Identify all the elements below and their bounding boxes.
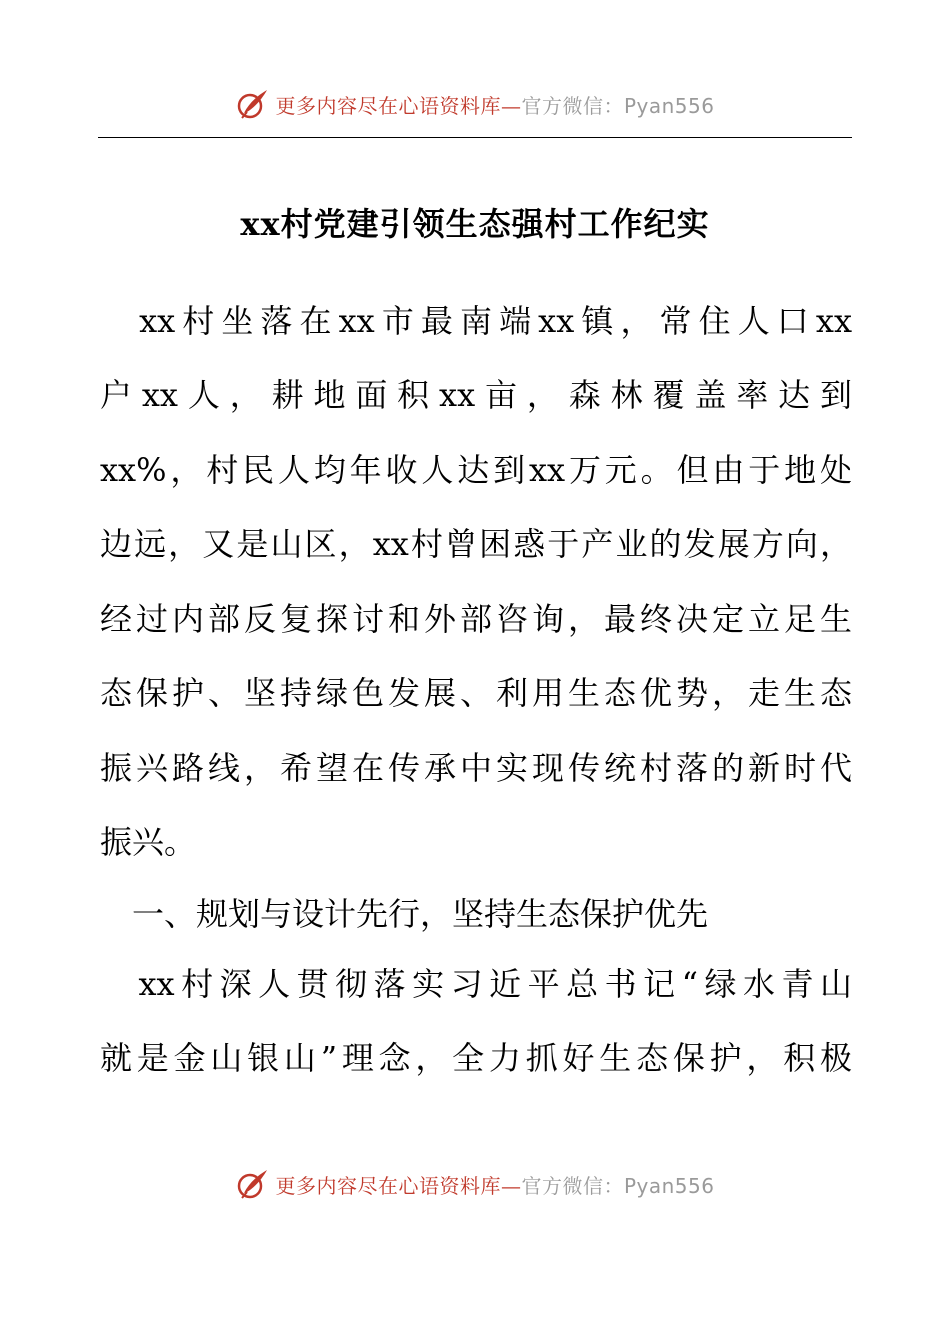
paragraph-line: 户xx人，耕地面积xx亩，森林覆盖率达到 xyxy=(100,376,852,414)
feather-pen-logo-icon xyxy=(235,87,269,121)
footer-banner xyxy=(0,1164,950,1204)
header-divider xyxy=(98,137,852,138)
paragraph-line: xx村深人贯彻落实习近平总书记“绿水青山 xyxy=(100,965,852,1003)
document-title: xx村党建引领生态强村工作纪实 xyxy=(240,205,710,243)
paragraph-line: 振兴路线，希望在传承中实现传统村落的新时代 xyxy=(100,749,852,787)
paragraph-line: 经过内部反复探讨和外部咨询，最终决定立足生 xyxy=(100,600,852,638)
header-banner xyxy=(0,84,950,124)
paragraph-line: 振兴。 xyxy=(100,823,197,861)
header-banner-contact: 官方微信：Pyan556 xyxy=(521,93,715,118)
header-banner-text: 更多内容尽在心语资料库— xyxy=(275,93,522,118)
footer-banner-text: 更多内容尽在心语资料库— xyxy=(275,1173,522,1198)
paragraph-line: 边远，又是山区，xx村曾困惑于产业的发展方向， xyxy=(100,525,852,563)
paragraph-line: xx村坐落在xx市最南端xx镇，常住人口xx xyxy=(100,302,852,340)
paragraph-line: 态保护、坚持绿色发展、利用生态优势，走生态 xyxy=(100,674,852,712)
feather-pen-logo-icon xyxy=(235,1167,269,1201)
section-heading: 一、规划与设计先行，坚持生态保护优先 xyxy=(100,895,709,933)
footer-banner-contact: 官方微信：Pyan556 xyxy=(521,1173,715,1198)
paragraph-line: 就是金山银山”理念，全力抓好生态保护，积极 xyxy=(100,1039,852,1077)
paragraph-line: xx%，村民人均年收人达到xx万元。但由于地处 xyxy=(100,451,852,489)
